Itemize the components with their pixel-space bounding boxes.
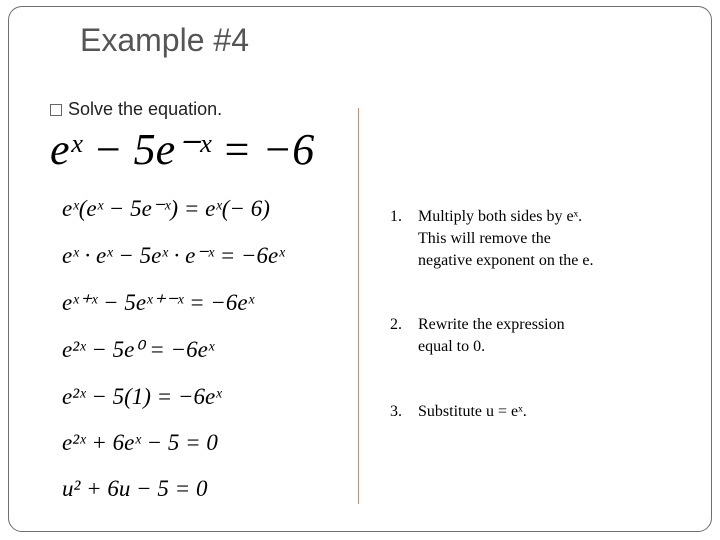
step-1-line-2: This will remove the (418, 230, 551, 247)
work-line-6: e²ˣ + 6eˣ − 5 = 0 (62, 430, 218, 455)
step-3 (390, 401, 690, 423)
step-1-number: 1. (390, 208, 402, 225)
step-2 (390, 314, 690, 358)
work-line-1: eˣ(eˣ − 5e⁻ˣ) = eˣ(− 6) (62, 196, 270, 221)
work-line-3: eˣ⁺ˣ − 5eˣ⁺⁻ˣ = −6eˣ (62, 290, 255, 315)
slide-title: Example #4 (80, 22, 249, 58)
step-3-line-1: Substitute u = eˣ. (418, 403, 527, 420)
work-line-7: u² + 6u − 5 = 0 (62, 476, 208, 501)
bullet-text: Solve the equation. (68, 99, 223, 119)
step-2-line-1: Rewrite the expression (418, 316, 565, 333)
bullet-box-icon (50, 104, 62, 116)
main-equation: eˣ − 5e⁻ˣ = −6 (50, 125, 315, 174)
step-2-number: 2. (390, 316, 402, 333)
work-line-4: e²ˣ − 5e⁰ = −6eˣ (62, 337, 215, 362)
step-1-line-3: negative exponent on the e. (418, 252, 594, 269)
step-1 (390, 206, 690, 272)
step-2-line-2: equal to 0. (418, 338, 486, 355)
step-3-number: 3. (390, 403, 402, 420)
work-line-5: e²ˣ − 5(1) = −6eˣ (62, 384, 222, 409)
step-1-line-1: Multiply both sides by eˣ. (418, 208, 583, 225)
work-line-2: eˣ · eˣ − 5eˣ · e⁻ˣ = −6eˣ (62, 243, 285, 268)
bullet-item (50, 99, 222, 120)
vertical-divider (358, 108, 359, 504)
